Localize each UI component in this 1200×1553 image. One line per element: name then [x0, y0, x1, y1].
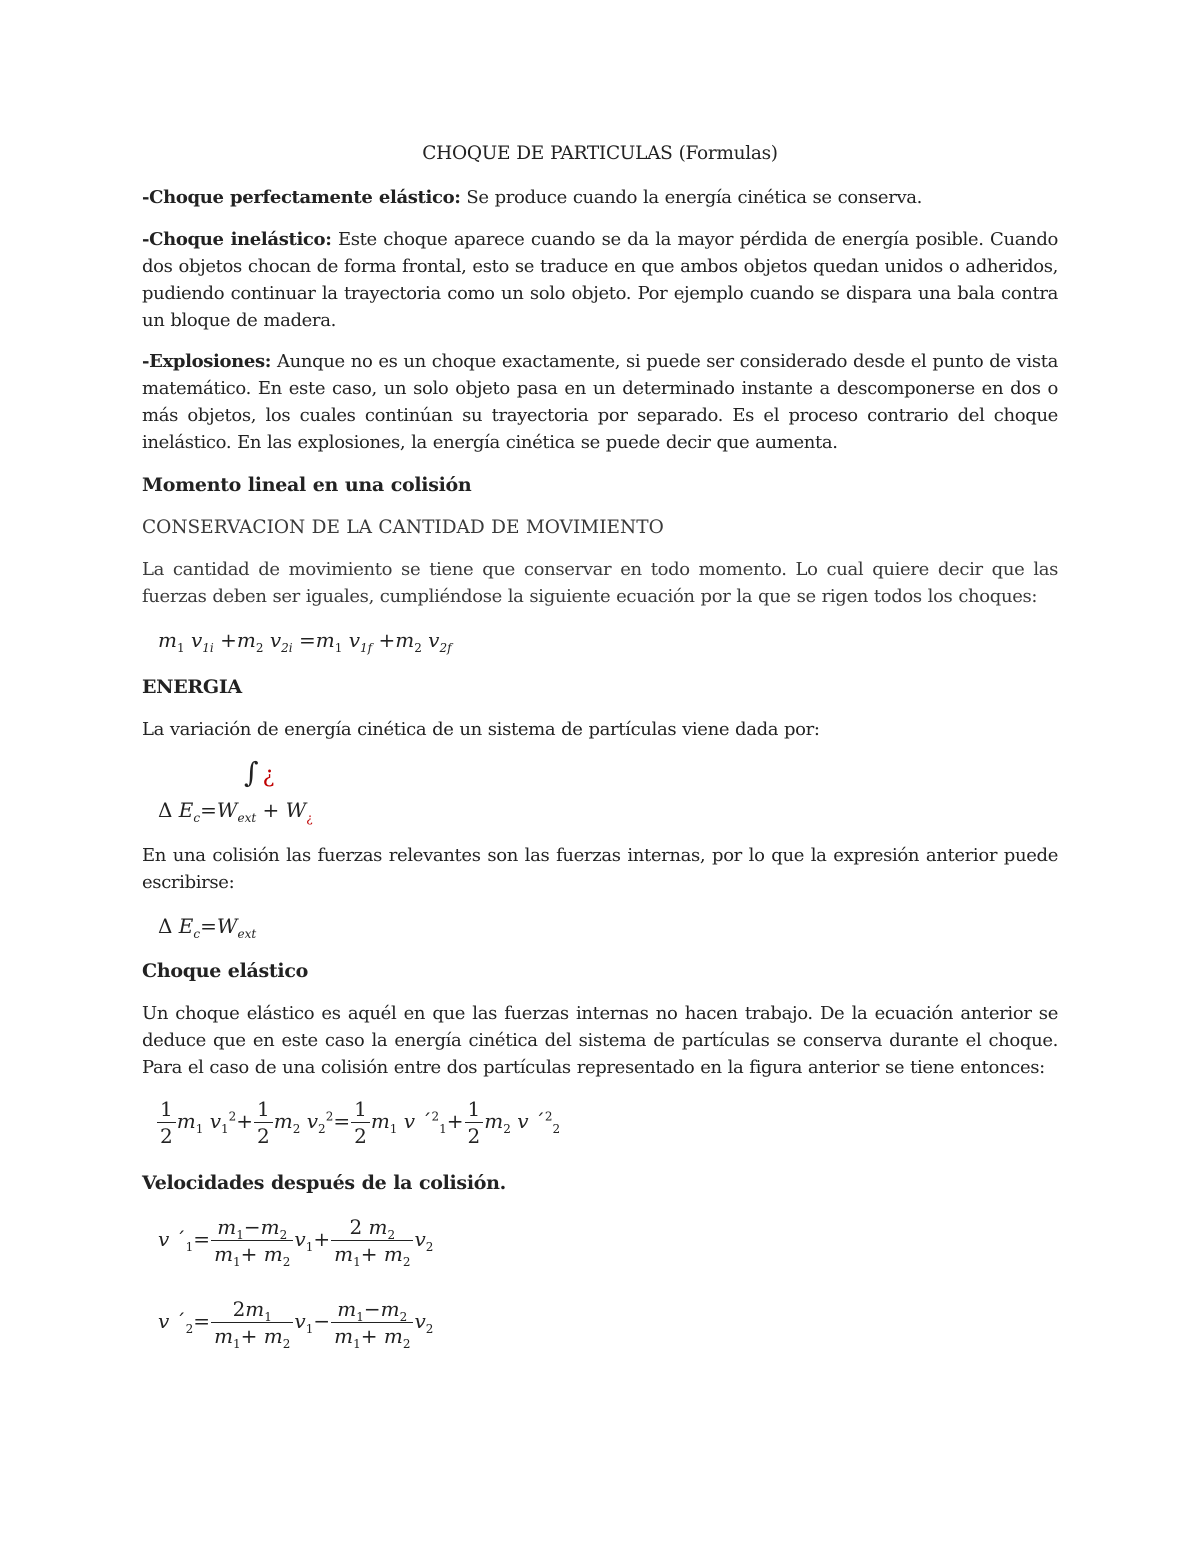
energy-text-2: En una colisión las fuerzas relevantes son las fuerzas internas, por lo que la expresión anterior puede escribirse: [142, 845, 1058, 893]
conservation-text: La cantidad de movimiento se tiene que conservar en todo momento. Lo cual quiere decir que las fuerzas deben ser iguales, cumpliéndose la siguiente ecuación por la que se rigen todos los choques: [142, 559, 1058, 607]
inelastic-definition-text: Este choque aparece cuando se da la mayor pérdida de energía posible. Cuando dos objetos chocan de forma frontal, esto se traduce en que ambos objetos quedan unidos o adheridos, pudiendo continuar la trayectoria como un solo objeto. Por ejemplo cuando se dispara una bala contra un bloque de madera. [142, 229, 1059, 331]
velocity-1-equation: v $´_1=$ $\frac{m_1-m_2}{m_1+ m_2}$ $v_1+$ $\frac{2 m_2}{m_1+ m_2}$ $v_2$ [158, 1215, 434, 1269]
inelastic-definition [142, 226, 1058, 334]
energy-heading: ENERGIA [142, 676, 242, 698]
kinetic-energy-equation: $\frac{1}{2}$ $m_1$ $v_1^2+$ $\frac{1}{2}$ $m_2$ $v_2^2=$ $\frac{1}{2}$ $m_1$ v ´$^2_1$+ $\frac{1}{2}$ $m_2$ v ´$^2_2$ [156, 1096, 560, 1149]
fraction-half: $\frac{1}{2}$ [157, 1096, 176, 1149]
elastic-text: Un choque elástico es aquél en que las fuerzas internas no hacen trabajo. De la ecuación anterior se deduce que en este caso la energía cinética del sistema de partículas se conserva durante el choque. Para el caso de una colisión entre dos partículas representado en la figura anterior se tiene entonces: [142, 1003, 1058, 1078]
momentum-equation: $m_1$ $v_{1i} +m_2$ $v_{2i} =m_1$ $v_{1f} +m_2$ $v_{2f}$ [158, 628, 452, 655]
page-title: CHOQUE DE PARTICULAS (Formulas) [422, 143, 778, 164]
fraction-half: $\frac{1}{2}$ [254, 1096, 273, 1149]
fraction-half: $\frac{1}{2}$ [465, 1096, 484, 1149]
velocity-2-equation: v $´_2=$ $\frac{2m_1}{m_1+ m_2}$ $v_1-$ $\frac{m_1-m_2}{m_1+ m_2}$ $v_2$ [158, 1297, 434, 1351]
conservation-heading: CONSERVACION DE LA CANTIDAD DE MOVIMIENTO [142, 517, 664, 538]
elastic-definition-text: Se produce cuando la energía cinética se conserva. [460, 187, 923, 208]
explosions-definition-text: Aunque no es un choque exactamente, si puede ser considerado desde el punto de vista matemático. En este caso, un solo objeto pasa en un determinado instante a descomponerse en dos o más objetos, los cuales continúan su trayectoria por separado. Es el proceso contrario del choque inelástico. En las explosiones, la energía cinética se puede decir que aumenta. [142, 351, 1058, 453]
inverted-question-mark: ¿ [262, 763, 275, 788]
energy-equation-2: Δ $E_c=W_{ext}$ [158, 914, 257, 941]
elastic-heading: Choque elástico [142, 960, 308, 982]
fraction-half: $\frac{1}{2}$ [351, 1096, 370, 1149]
elastic-definition [142, 184, 1058, 211]
elastic-definition-label: -Choque perfectamente elástico: [142, 187, 461, 208]
inelastic-definition-label: -Choque inelástico: [142, 229, 332, 250]
energy-equation: Δ $E_c=W_{ext} + W_¿$ [158, 798, 313, 825]
velocities-heading: Velocidades después de la colisión. [142, 1172, 506, 1194]
energy-text: La variación de energía cinética de un sistema de partículas viene dada por: [142, 719, 820, 740]
explosions-definition [142, 348, 1058, 456]
explosions-definition-label: -Explosiones: [142, 351, 272, 372]
momentum-heading: Momento lineal en una colisión [142, 474, 472, 496]
integral-symbol: ∫ ¿ [244, 756, 275, 789]
